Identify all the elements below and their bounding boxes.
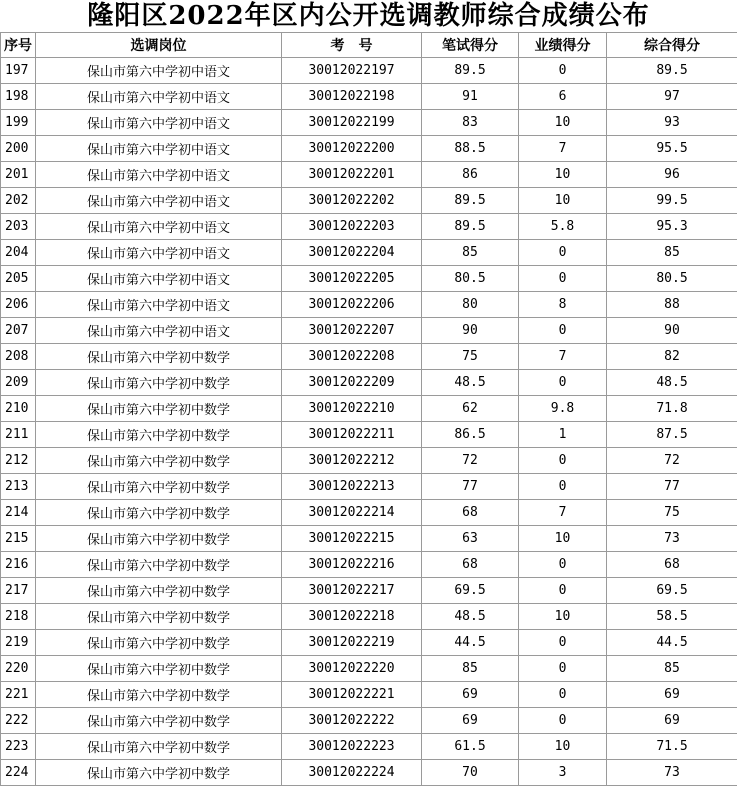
cell-post: 保山市第六中学初中数学 [36,708,282,734]
table-row [1,396,737,422]
cell-exam-no: 30012022215 [282,526,422,552]
cell-performance-score: 0 [519,656,607,682]
cell-total-score: 80.5 [607,266,737,292]
cell-total-score: 87.5 [607,422,737,448]
cell-post: 保山市第六中学初中数学 [36,604,282,630]
cell-performance-score: 1 [519,422,607,448]
cell-exam-no: 30012022214 [282,500,422,526]
cell-seq: 211 [1,422,36,448]
table-row [1,344,737,370]
cell-total-score: 77 [607,474,737,500]
cell-exam-no: 30012022218 [282,604,422,630]
cell-seq: 216 [1,552,36,578]
table-row [1,240,737,266]
cell-written-score: 68 [422,552,519,578]
cell-performance-score: 0 [519,448,607,474]
cell-seq: 212 [1,448,36,474]
cell-total-score: 69 [607,708,737,734]
cell-post: 保山市第六中学初中语文 [36,110,282,136]
cell-total-score: 82 [607,344,737,370]
cell-total-score: 96 [607,162,737,188]
table-row [1,474,737,500]
cell-post: 保山市第六中学初中语文 [36,214,282,240]
cell-performance-score: 0 [519,58,607,84]
cell-post: 保山市第六中学初中数学 [36,500,282,526]
cell-written-score: 70 [422,760,519,786]
page-title: 隆阳区2022年区内公开选调教师综合成绩公布 [0,0,737,32]
cell-written-score: 63 [422,526,519,552]
header-performance-score: 业绩得分 [519,33,607,58]
cell-seq: 218 [1,604,36,630]
cell-performance-score: 7 [519,500,607,526]
cell-performance-score: 0 [519,630,607,656]
cell-written-score: 72 [422,448,519,474]
table-row [1,58,737,84]
cell-total-score: 99.5 [607,188,737,214]
cell-exam-no: 30012022202 [282,188,422,214]
cell-written-score: 88.5 [422,136,519,162]
cell-written-score: 89.5 [422,58,519,84]
cell-written-score: 90 [422,318,519,344]
cell-exam-no: 30012022213 [282,474,422,500]
cell-total-score: 58.5 [607,604,737,630]
cell-post: 保山市第六中学初中数学 [36,396,282,422]
cell-seq: 204 [1,240,36,266]
cell-seq: 200 [1,136,36,162]
cell-exam-no: 30012022224 [282,760,422,786]
cell-seq: 201 [1,162,36,188]
table-row [1,734,737,760]
cell-exam-no: 30012022216 [282,552,422,578]
cell-performance-score: 0 [519,318,607,344]
cell-written-score: 75 [422,344,519,370]
cell-written-score: 69 [422,708,519,734]
score-table [0,32,737,786]
cell-performance-score: 0 [519,578,607,604]
cell-post: 保山市第六中学初中数学 [36,656,282,682]
table-row [1,604,737,630]
table-row [1,422,737,448]
cell-exam-no: 30012022223 [282,734,422,760]
cell-post: 保山市第六中学初中数学 [36,422,282,448]
cell-exam-no: 30012022212 [282,448,422,474]
table-row [1,552,737,578]
cell-performance-score: 7 [519,136,607,162]
cell-written-score: 77 [422,474,519,500]
cell-performance-score: 5.8 [519,214,607,240]
cell-post: 保山市第六中学初中数学 [36,760,282,786]
cell-seq: 222 [1,708,36,734]
cell-post: 保山市第六中学初中语文 [36,266,282,292]
cell-total-score: 75 [607,500,737,526]
cell-performance-score: 10 [519,734,607,760]
cell-post: 保山市第六中学初中语文 [36,84,282,110]
cell-total-score: 48.5 [607,370,737,396]
cell-written-score: 86 [422,162,519,188]
header-written-score: 笔试得分 [422,33,519,58]
cell-exam-no: 30012022201 [282,162,422,188]
cell-exam-no: 30012022222 [282,708,422,734]
cell-post: 保山市第六中学初中数学 [36,552,282,578]
cell-performance-score: 0 [519,708,607,734]
table-row [1,370,737,396]
cell-seq: 206 [1,292,36,318]
cell-exam-no: 30012022208 [282,344,422,370]
cell-post: 保山市第六中学初中数学 [36,630,282,656]
cell-seq: 199 [1,110,36,136]
cell-exam-no: 30012022210 [282,396,422,422]
header-row [1,33,737,58]
cell-total-score: 90 [607,318,737,344]
cell-total-score: 68 [607,552,737,578]
cell-exam-no: 30012022220 [282,656,422,682]
cell-performance-score: 9.8 [519,396,607,422]
cell-post: 保山市第六中学初中数学 [36,344,282,370]
cell-total-score: 69.5 [607,578,737,604]
cell-performance-score: 10 [519,604,607,630]
cell-total-score: 88 [607,292,737,318]
cell-total-score: 89.5 [607,58,737,84]
cell-written-score: 83 [422,110,519,136]
cell-performance-score: 0 [519,370,607,396]
cell-written-score: 48.5 [422,370,519,396]
cell-exam-no: 30012022200 [282,136,422,162]
cell-exam-no: 30012022199 [282,110,422,136]
cell-total-score: 95.3 [607,214,737,240]
cell-written-score: 62 [422,396,519,422]
header-seq: 序号 [1,33,36,58]
table-row [1,292,737,318]
table-row [1,136,737,162]
cell-seq: 209 [1,370,36,396]
cell-post: 保山市第六中学初中数学 [36,474,282,500]
cell-exam-no: 30012022198 [282,84,422,110]
cell-exam-no: 30012022206 [282,292,422,318]
cell-exam-no: 30012022203 [282,214,422,240]
cell-seq: 221 [1,682,36,708]
table-row [1,214,737,240]
cell-post: 保山市第六中学初中语文 [36,136,282,162]
header-post: 选调岗位 [36,33,282,58]
table-row [1,760,737,786]
cell-performance-score: 0 [519,474,607,500]
table-row [1,500,737,526]
cell-exam-no: 30012022219 [282,630,422,656]
table-row [1,578,737,604]
cell-written-score: 61.5 [422,734,519,760]
cell-written-score: 44.5 [422,630,519,656]
cell-total-score: 95.5 [607,136,737,162]
cell-post: 保山市第六中学初中数学 [36,448,282,474]
table-row [1,162,737,188]
table-row [1,630,737,656]
cell-written-score: 68 [422,500,519,526]
cell-performance-score: 8 [519,292,607,318]
table-row [1,110,737,136]
cell-performance-score: 6 [519,84,607,110]
cell-post: 保山市第六中学初中语文 [36,318,282,344]
cell-seq: 213 [1,474,36,500]
cell-seq: 208 [1,344,36,370]
cell-post: 保山市第六中学初中语文 [36,292,282,318]
table-row [1,266,737,292]
cell-performance-score: 0 [519,682,607,708]
cell-total-score: 44.5 [607,630,737,656]
table-row [1,656,737,682]
cell-performance-score: 10 [519,162,607,188]
cell-total-score: 71.5 [607,734,737,760]
cell-performance-score: 10 [519,526,607,552]
table-row [1,318,737,344]
cell-total-score: 93 [607,110,737,136]
cell-seq: 205 [1,266,36,292]
cell-seq: 202 [1,188,36,214]
cell-post: 保山市第六中学初中语文 [36,58,282,84]
cell-written-score: 80 [422,292,519,318]
cell-written-score: 89.5 [422,214,519,240]
cell-seq: 215 [1,526,36,552]
cell-seq: 214 [1,500,36,526]
table-row [1,188,737,214]
cell-total-score: 85 [607,656,737,682]
cell-total-score: 72 [607,448,737,474]
cell-written-score: 69.5 [422,578,519,604]
cell-exam-no: 30012022197 [282,58,422,84]
cell-exam-no: 30012022211 [282,422,422,448]
cell-performance-score: 10 [519,110,607,136]
cell-seq: 210 [1,396,36,422]
cell-written-score: 91 [422,84,519,110]
cell-post: 保山市第六中学初中数学 [36,734,282,760]
cell-total-score: 85 [607,240,737,266]
cell-exam-no: 30012022209 [282,370,422,396]
cell-written-score: 69 [422,682,519,708]
cell-total-score: 97 [607,84,737,110]
cell-seq: 224 [1,760,36,786]
cell-written-score: 85 [422,656,519,682]
cell-performance-score: 7 [519,344,607,370]
cell-written-score: 89.5 [422,188,519,214]
cell-post: 保山市第六中学初中数学 [36,578,282,604]
cell-seq: 220 [1,656,36,682]
cell-exam-no: 30012022207 [282,318,422,344]
cell-exam-no: 30012022221 [282,682,422,708]
cell-seq: 219 [1,630,36,656]
cell-seq: 217 [1,578,36,604]
cell-post: 保山市第六中学初中数学 [36,682,282,708]
cell-total-score: 73 [607,760,737,786]
cell-total-score: 73 [607,526,737,552]
cell-seq: 203 [1,214,36,240]
cell-performance-score: 3 [519,760,607,786]
cell-seq: 198 [1,84,36,110]
cell-total-score: 69 [607,682,737,708]
header-exam-no: 考 号 [282,33,422,58]
cell-total-score: 71.8 [607,396,737,422]
cell-seq: 197 [1,58,36,84]
header-total-score: 综合得分 [607,33,737,58]
cell-exam-no: 30012022205 [282,266,422,292]
cell-performance-score: 0 [519,266,607,292]
table-row [1,448,737,474]
cell-post: 保山市第六中学初中语文 [36,240,282,266]
cell-seq: 223 [1,734,36,760]
cell-exam-no: 30012022204 [282,240,422,266]
table-row [1,682,737,708]
cell-post: 保山市第六中学初中数学 [36,526,282,552]
cell-performance-score: 0 [519,240,607,266]
cell-post: 保山市第六中学初中数学 [36,370,282,396]
table-row [1,526,737,552]
cell-post: 保山市第六中学初中语文 [36,188,282,214]
cell-written-score: 85 [422,240,519,266]
table-row [1,84,737,110]
cell-performance-score: 0 [519,552,607,578]
cell-written-score: 86.5 [422,422,519,448]
table-row [1,708,737,734]
cell-exam-no: 30012022217 [282,578,422,604]
cell-performance-score: 10 [519,188,607,214]
cell-written-score: 80.5 [422,266,519,292]
cell-seq: 207 [1,318,36,344]
cell-post: 保山市第六中学初中语文 [36,162,282,188]
cell-written-score: 48.5 [422,604,519,630]
